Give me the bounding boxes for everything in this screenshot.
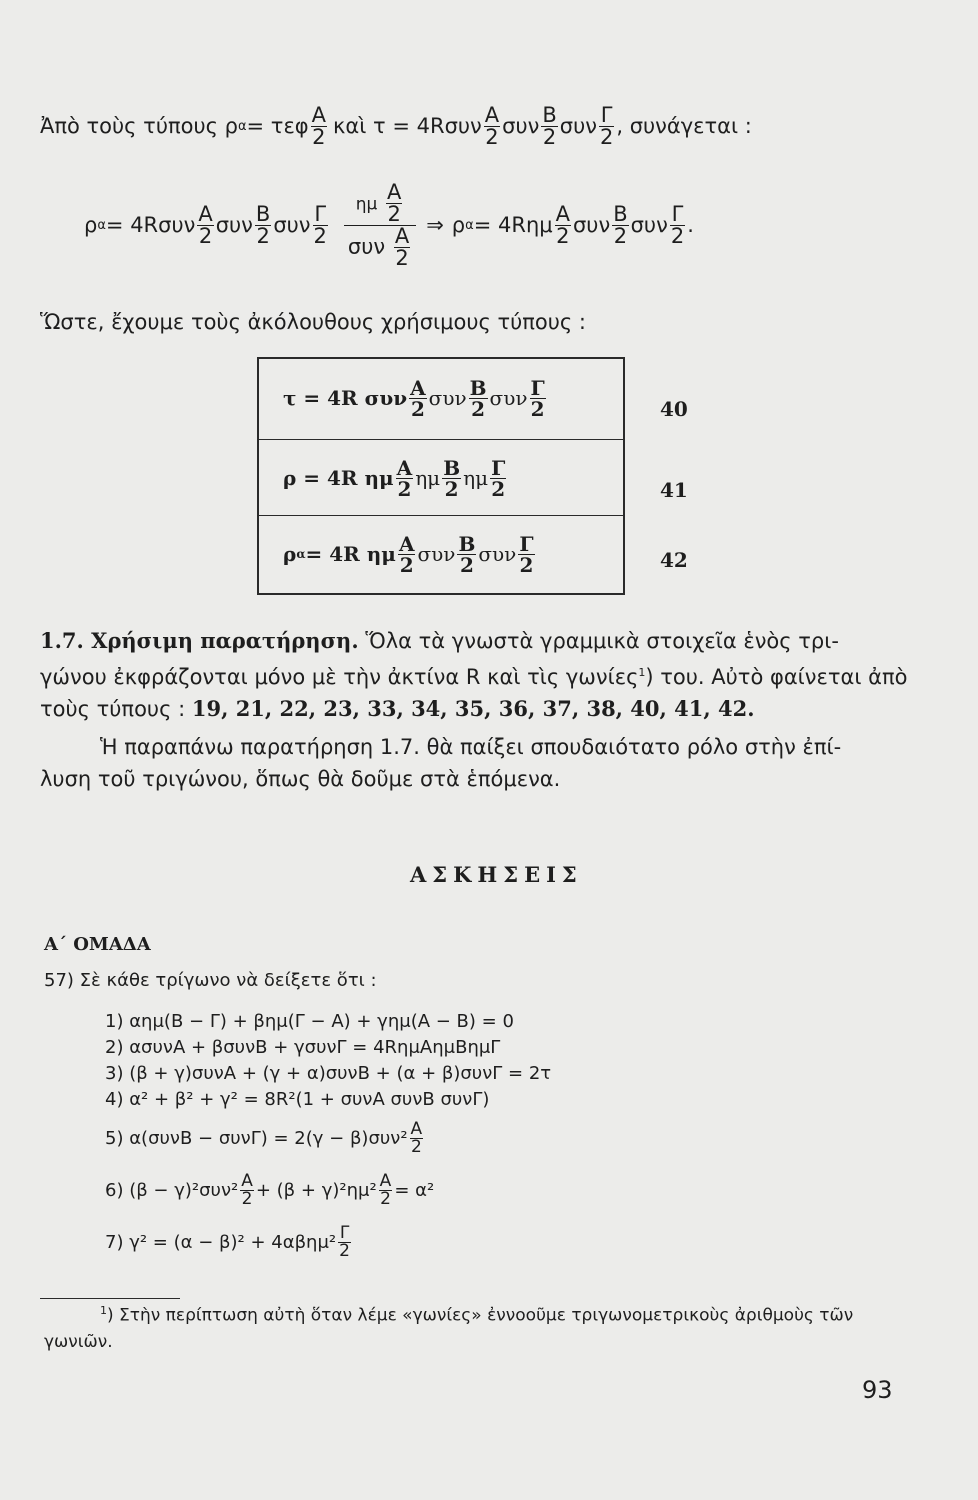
fraction: $\frac{A}{2}$	[555, 201, 570, 248]
period: .	[687, 213, 694, 237]
exercise-item: 4) α² + β² + γ² = 8R²(1 + συνA συνB συνΓ)	[105, 1088, 490, 1110]
syn-text: συν	[502, 114, 540, 138]
ending-text: , συνάγεται :	[616, 114, 752, 138]
exercise-item: 2) ασυνA + βσυνB + γσυνΓ = 4RημAημBημΓ	[105, 1036, 501, 1058]
remark-text: ) του. Αὐτὸ φαίνεται ἀπὸ	[645, 665, 908, 689]
syn-text: συν	[273, 213, 311, 237]
fraction: $\frac{\Gamma}{2}$	[313, 201, 327, 248]
big-fraction: ημ $\frac{A}{2}$ συν $\frac{A}{2}$	[344, 182, 416, 269]
group-heading: Α΄ ΟΜΑΔΑ	[44, 934, 151, 955]
result-start: = 4Rημ	[473, 213, 553, 237]
rho: ρ	[451, 213, 466, 237]
fraction: $\frac{\Gamma}{2}$	[599, 102, 614, 149]
remark-text: τοὺς τύπους :	[40, 697, 192, 721]
rho: ρ	[84, 213, 98, 237]
exercise-items	[105, 1008, 551, 1268]
syn-text: συν	[215, 213, 253, 237]
subscript-alpha: α	[237, 118, 247, 134]
exercise-item-6: 6) (β − γ)²συν² $\frac{A}{2}$ + (β + γ)²ημ² $\frac{A}{2}$ = α²	[105, 1170, 435, 1209]
footnote-line-1: $^1$) Στὴν περίπτωση αὐτὴ ὅταν λέμε «γωνίες» ἐννοοῦμε τριγωνομετρικοὺς ἀριθμοὺς τῶν	[100, 1304, 854, 1326]
intro-text: Ἀπὸ τοὺς τύπους ρ	[40, 114, 238, 138]
exercise-57: 57) Σὲ κάθε τρίγωνο νὰ δείξετε ὅτι :	[44, 970, 377, 991]
remark-text: Ὅλα τὰ γνωστὰ γραμμικὰ στοιχεῖα ἑνὸς τρι-	[358, 629, 839, 653]
intro-line	[40, 96, 752, 156]
remark-text: λυση τοῦ τριγώνου, ὅπως θὰ δοῦμε στὰ ἑπόμενα.	[40, 767, 561, 791]
fraction: $\frac{\Gamma}{2}$	[670, 201, 685, 248]
footnote-line-2: γωνιῶν.	[44, 1332, 113, 1352]
fraction: $\frac{A}{2}$	[198, 201, 213, 248]
rhs-start: = 4Rσυν	[105, 213, 196, 237]
exercise-item: 1) αημ(B − Γ) + βημ(Γ − A) + γημ(A − B) = 0	[105, 1010, 514, 1032]
formula-refs: 19, 21, 22, 23, 33, 34, 35, 36, 37, 38, 40, 41, 42.	[191, 696, 755, 721]
footnote-ref: 1	[638, 666, 646, 679]
exercise-item-7: 7) γ² = (α − β)² + 4αβημ² $\frac{\Gamma}{2}$	[105, 1222, 350, 1261]
fraction: $\frac{A}{2}$	[311, 102, 327, 149]
exercises-title: ΑΣΚΗΣΕΙΣ	[410, 862, 583, 887]
subscript-alpha: α	[465, 217, 474, 233]
eq-tef: = τεφ	[246, 114, 309, 138]
formula-row-42: ρ α = 4R ημ $\frac{A}{2}$ συν $\frac{B}{2}$ συν $\frac{\Gamma}{2}$	[283, 531, 534, 577]
page-number: 93	[862, 1376, 893, 1404]
fraction: $\frac{A}{2}$	[484, 102, 500, 149]
remark-paragraph	[40, 625, 940, 795]
formula-box	[257, 357, 625, 595]
fraction: $\frac{B}{2}$	[255, 201, 271, 248]
wste-text: Ὥστε, ἔχουμε τοὺς ἀκόλουθους χρήσιμους τύπους :	[40, 310, 586, 334]
formula-row-40: τ = 4R συν $\frac{A}{2}$ συν $\frac{B}{2}$ συν $\frac{\Gamma}{2}$	[283, 375, 545, 421]
remark-text: Ἡ παραπάνω παρατήρηση 1.7. θὰ παίξει σπουδαιότατο ρόλο στὴν ἐπί-	[100, 735, 842, 759]
footnote-rule	[40, 1298, 180, 1299]
eq-number-40: 40	[660, 397, 688, 421]
exercise-item: 3) (β + γ)συνA + (γ + α)συνB + (α + β)συνΓ = 2τ	[105, 1062, 552, 1084]
remark-heading: 1.7. Χρήσιμη παρατήρηση.	[40, 628, 359, 653]
subscript-alpha: α	[97, 217, 106, 233]
eq-number-42: 42	[660, 548, 688, 572]
implies-arrow: ⇒	[426, 213, 444, 237]
derivation-line	[84, 170, 694, 280]
fraction: $\frac{B}{2}$	[613, 201, 628, 248]
syn-text: συν	[630, 213, 668, 237]
syn-text: συν	[573, 213, 611, 237]
exercise-item-5: 5) α(συνB − συνΓ) = 2(γ − β)συν² $\frac{A}{2}$	[105, 1118, 423, 1157]
eq-number-41: 41	[660, 478, 688, 502]
formula-row-41: ρ = 4R ημ $\frac{A}{2}$ ημ $\frac{B}{2}$ ημ $\frac{\Gamma}{2}$	[283, 455, 506, 501]
fraction: $\frac{B}{2}$	[542, 102, 557, 149]
remark-text: γώνου ἐκφράζονται μόνο μὲ τὴν ἀκτίνα R καὶ τὶς γωνίες	[40, 665, 639, 689]
kai-text: καὶ τ = 4Rσυν	[333, 114, 482, 138]
syn-text: συν	[559, 114, 597, 138]
